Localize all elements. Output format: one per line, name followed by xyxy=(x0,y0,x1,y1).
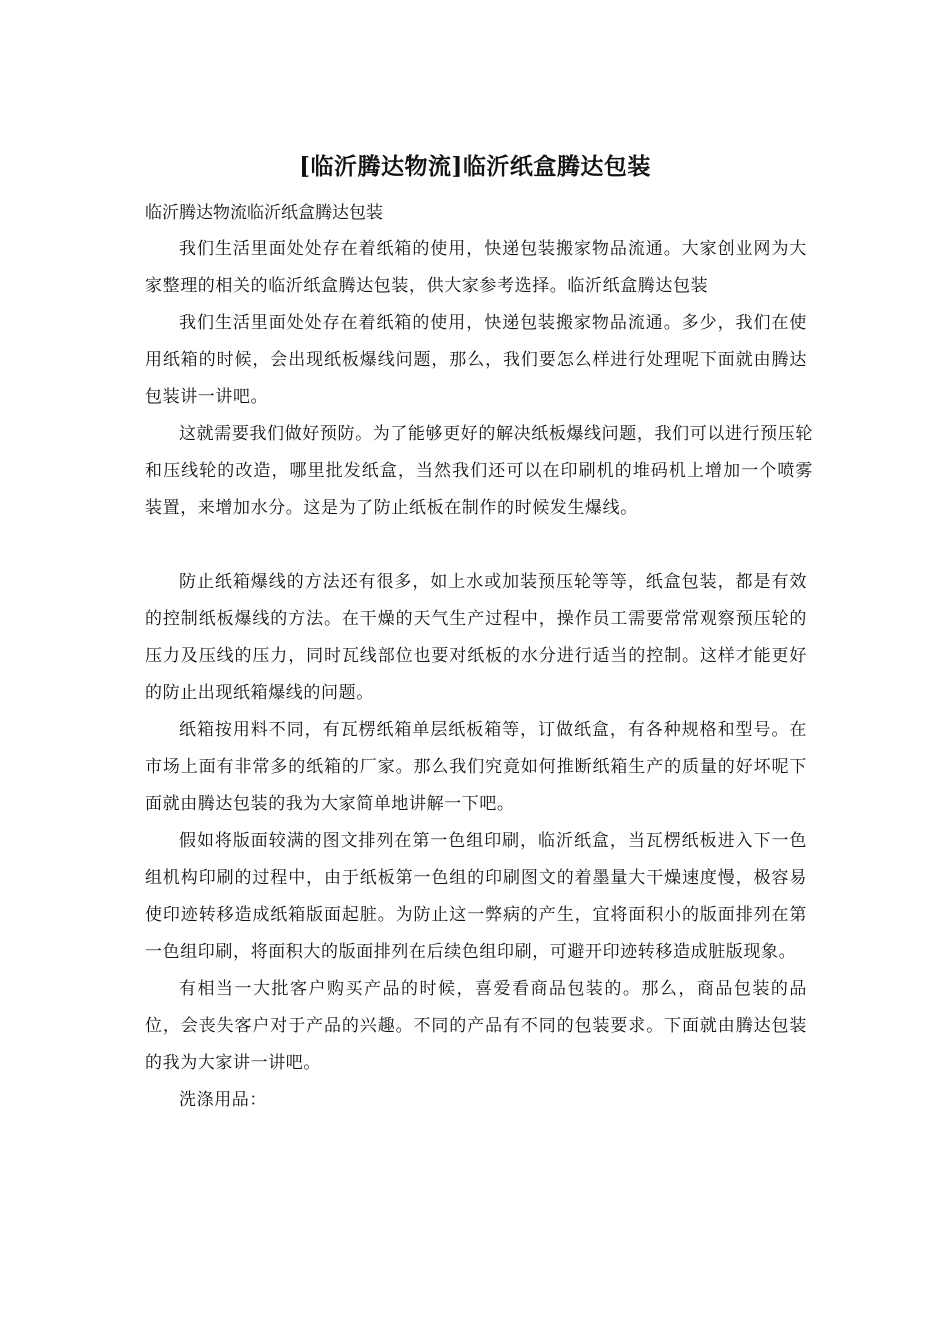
paragraph-3: 这就需要我们做好预防。为了能够更好的解决纸板爆线问题，我们可以进行预压轮和压线轮的改造，哪里批发纸盒，当然我们还可以在印刷机的堆码机上增加一个喷雾装置，来增加水分。这是为了防止纸板在制作的时候发生爆线。 xyxy=(145,424,813,518)
paragraph-7: 有相当一大批客户购买产品的时候，喜爱看商品包装的。那么，商品包装的品位，会丧失客户对于产品的兴趣。不同的产品有不同的包装要求。下面就由腾达包装的我为大家讲一讲吧。 xyxy=(145,979,807,1073)
paragraph-5: 纸箱按用料不同，有瓦楞纸箱单层纸板箱等，订做纸盒，有各种规格和型号。在市场上面有非常多的纸箱的厂家。那么我们究竟如何推断纸箱生产的质量的好坏呢下面就由腾达包装的我为大家简单地讲解一下吧。 xyxy=(145,720,807,814)
document-subtitle: 临沂腾达物流临沂纸盒腾达包装 xyxy=(145,203,383,223)
paragraph-gap xyxy=(145,527,807,564)
paragraph-4: 防止纸箱爆线的方法还有很多，如上水或加装预压轮等等，纸盒包装，都是有效的控制纸板爆线的方法。在干燥的天气生产过程中，操作员工需要常常观察预压轮的压力及压线的压力，同时瓦线部位也要对纸板的水分进行适当的控制。这样才能更好的防止出现纸箱爆线的问题。 xyxy=(145,572,807,703)
paragraph-2: 我们生活里面处处存在着纸箱的使用，快递包装搬家物品流通。多少，我们在使用纸箱的时候，会出现纸板爆线问题，那么，我们要怎么样进行处理呢下面就由腾达包装讲一讲吧。 xyxy=(145,313,807,407)
paragraph-1: 我们生活里面处处存在着纸箱的使用，快递包装搬家物品流通。大家创业网为大家整理的相关的临沂纸盒腾达包装，供大家参考选择。临沂纸盒腾达包装 xyxy=(145,239,807,296)
paragraph-6: 假如将版面较满的图文排列在第一色组印刷，临沂纸盒，当瓦楞纸板进入下一色组机构印刷的过程中，由于纸板第一色组的印刷图文的着墨量大干燥速度慢，极容易使印迹转移造成纸箱版面起脏。为防止这一弊病的产生，宜将面积小的版面排列在第一色组印刷，将面积大的版面排列在后续色组印刷，可避开印迹转移造成脏版现象。 xyxy=(145,831,807,962)
document-body xyxy=(145,231,813,1119)
document-title: [临沂腾达物流]临沂纸盒腾达包装 xyxy=(299,153,651,180)
paragraph-8: 洗涤用品： xyxy=(179,1090,267,1110)
